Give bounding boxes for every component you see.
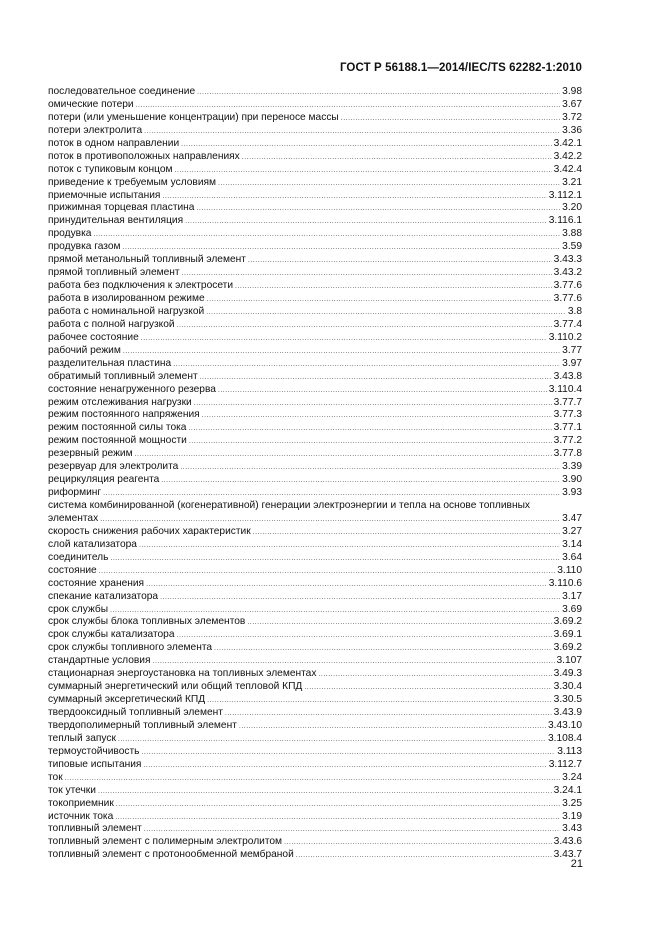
index-term: продувка газом [48,241,121,253]
index-reference: 3.77.6 [553,280,582,292]
index-term: приемочные испытания [48,189,161,201]
dot-leader [218,178,560,191]
index-reference: 3.112.1 [548,189,582,201]
dot-leader [93,229,560,242]
index-reference: 3.77 [562,344,582,356]
index-term: суммарный эксергетический КПД [48,694,206,706]
document-header: ГОСТ Р 56188.1—2014/IEC/TS 62282-1:2010 [339,62,582,74]
index-term: топливный элемент [48,823,142,835]
dot-leader [162,191,546,204]
index-entry [48,591,582,604]
index-entry [48,345,582,358]
dot-leader [207,695,552,708]
index-reference: 3.93 [562,487,582,499]
dot-leader [196,203,560,216]
index-reference: 3.110 [557,564,582,576]
index-entry [48,772,582,785]
index-entry [48,616,582,629]
index-entry [48,526,582,539]
index-entry [48,254,582,267]
dot-leader [175,165,552,178]
index-reference: 3.19 [562,810,582,822]
index-reference: 3.107 [556,655,582,667]
index-term: состояние ненагруженного резерва [48,383,216,395]
index-reference: 3.108.4 [548,732,582,744]
index-entry [48,267,582,280]
index-reference: 3.97 [562,357,582,369]
index-reference: 3.24.1 [553,784,582,796]
index-term: топливный элемент с протонообменной мембраной [48,849,294,861]
dot-leader [189,436,552,449]
index-term: потери (или уменьшение концентрации) при переносе массы [48,111,339,123]
dot-leader [118,734,546,747]
index-reference: 3.27 [562,525,582,537]
index-reference: 3.42.1 [553,137,582,149]
index-reference: 3.59 [562,241,582,253]
dot-leader [194,398,552,411]
index-entry [48,190,582,203]
index-entry [48,99,582,112]
index-term: элементах [48,512,99,524]
index-reference: 3.77.3 [553,409,582,421]
index-reference: 3.69 [562,603,582,615]
dot-leader [173,359,560,372]
dot-leader [177,630,552,643]
index-reference: 3.113 [557,745,582,757]
dot-leader [239,721,546,734]
dot-leader [247,617,551,630]
dot-leader [296,850,552,863]
index-entry [48,681,582,694]
index-entry [48,746,582,759]
dot-leader [206,307,566,320]
index-term: омические потери [48,98,134,110]
index-reference: 3.116.1 [548,215,582,227]
dot-leader [235,281,552,294]
dot-leader [116,799,560,812]
dot-leader [65,773,560,786]
dot-leader [143,760,546,773]
index-term: рециркуляция реагента [48,474,160,486]
dot-leader [185,216,547,229]
index-term: твердополимерный топливный элемент [48,719,237,731]
index-entry [48,604,582,617]
index-entry [48,552,582,565]
index-entry [48,707,582,720]
dot-leader [115,812,560,825]
index-term: топливный элемент с полимерным электролитом [48,836,283,848]
index-term: поток в одном направлении [48,137,180,149]
index-term: режим отслеживания нагрузки [48,396,192,408]
index-term: разделительная пластина [48,357,172,369]
index-term: режим постоянного напряжения [48,409,200,421]
index-term: состояние [48,564,97,576]
dot-leader [197,87,560,100]
index-term: термоустойчивость [48,745,140,757]
index-term: ток утечки [48,784,96,796]
index-term: принудительная вентиляция [48,215,184,227]
index-entry [48,448,582,461]
index-reference: 3.43 [562,823,582,835]
dot-leader [304,682,551,695]
index-term: прижимная торцевая пластина [48,202,195,214]
index-term: приведение к требуемым условиям [48,176,217,188]
dot-leader [160,592,560,605]
index-term: ток [48,771,63,783]
index-entry [48,371,582,384]
index-entry [48,668,582,681]
index-entry [48,151,582,164]
index-reference: 3.43.7 [553,849,582,861]
dot-leader [225,708,552,721]
dot-leader [177,320,552,333]
index-entry [48,565,582,578]
index-entry [48,487,582,500]
index-term: скорость снижения рабочих характеристик [48,525,251,537]
index-term: поток с тупиковым концом [48,163,173,175]
dot-leader [242,152,552,165]
index-reference: 3.36 [562,124,582,136]
index-term: режим постоянной силы тока [48,422,187,434]
index-reference: 3.90 [562,474,582,486]
index-term: резервный режим [48,448,133,460]
dot-leader [98,786,552,799]
index-term: режим постоянной мощности [48,435,187,447]
dot-leader [248,255,552,268]
index-entry [48,397,582,410]
dot-leader [182,268,552,281]
index-reference: 3.24 [562,771,582,783]
index-entry [48,280,582,293]
index-term: состояние хранения [48,577,145,589]
index-entry [48,578,582,591]
index-entry [48,435,582,448]
index-reference: 3.77.7 [553,396,582,408]
index-reference: 3.49.3 [553,668,582,680]
dot-leader [135,449,552,462]
dot-leader [139,540,560,553]
dot-leader [318,669,551,682]
dot-leader [161,475,560,488]
index-term: стационарная энергоустановка на топливных элементах [48,668,317,680]
index-entry [48,694,582,707]
index-term: спекание катализатора [48,590,159,602]
index-reference: 3.77.4 [553,318,582,330]
index-term: соединитель [48,551,109,563]
index-entry [48,241,582,254]
index-entry [48,474,582,487]
index-reference: 3.64 [562,551,582,563]
index-reference: 3.43.6 [553,836,582,848]
index-entry [48,112,582,125]
index-entry [48,539,582,552]
dot-leader [253,527,560,540]
index-reference: 3.8 [567,305,582,317]
index-reference: 3.30.4 [553,681,582,693]
index-reference: 3.77.2 [553,435,582,447]
index-reference: 3.21 [562,176,582,188]
dot-leader [200,372,552,385]
page-number: 21 [570,858,583,870]
index-reference: 3.25 [562,797,582,809]
index-entry [48,655,582,668]
index-entry [48,759,582,772]
index-entry [48,422,582,435]
index-reference: 3.110.4 [548,383,582,395]
index-reference: 3.69.1 [553,629,582,641]
index-term: прямой топливный элемент [48,267,180,279]
index-reference: 3.77.6 [553,293,582,304]
index-entry [48,177,582,190]
index-term: твердооксидный топливный элемент [48,707,223,718]
index-term: продувка [48,228,92,240]
index-term: риформинг [48,487,102,499]
index-reference: 3.67 [562,98,582,110]
index-entries [48,86,582,862]
index-term: токоприемник [48,797,114,809]
index-entry [48,409,582,422]
index-term: рабочее состояние [48,331,139,343]
dot-leader [207,294,552,307]
index-term: работа без подключения к электросети [48,280,234,292]
index-reference: 3.17 [562,590,582,602]
index-reference: 3.47 [562,512,582,524]
index-reference: 3.42.2 [553,150,582,162]
index-reference: 3.98 [562,86,582,97]
index-term: работа с полной нагрузкой [48,318,175,330]
index-entry [48,785,582,798]
dot-leader [141,333,547,346]
index-entry [48,836,582,849]
dot-leader [146,579,547,592]
index-entry [48,202,582,215]
dot-leader [214,643,552,656]
index-entry [48,86,582,99]
index-term: слой катализатора [48,538,137,550]
index-entry [48,125,582,138]
index-reference: 3.77.1 [553,422,582,434]
index-entry [48,228,582,241]
index-entry [48,461,582,474]
index-term: потери электролита [48,124,143,136]
index-entry [48,319,582,332]
index-entry [48,629,582,642]
index-entry [48,823,582,836]
index-term: прямой метанольный топливный элемент [48,254,246,266]
index-reference: 3.110.6 [548,577,582,589]
index-term: работа с номинальной нагрузкой [48,305,205,317]
index-term: система комбинированной (когенеративной) генерации электроэнергии и тепла на основе топливных [48,500,531,511]
index-term: срок службы блока топливных элементов [48,616,246,628]
index-entry [48,358,582,371]
index-reference: 3.30.5 [553,694,582,706]
index-term: теплый запуск [48,732,116,744]
index-entry [48,500,582,513]
index-entry [48,215,582,228]
index-entry [48,384,582,397]
index-reference: 3.69.2 [553,616,582,628]
dot-leader [141,747,555,760]
index-term: срок службы топливного элемента [48,642,213,654]
index-entry [48,849,582,862]
index-entry [48,332,582,345]
dot-leader [99,566,556,579]
index-reference: 3.14 [562,538,582,550]
index-reference: 3.88 [562,228,582,240]
index-term: стандартные условия [48,655,151,667]
dot-leader [144,126,560,139]
dot-leader [110,553,560,566]
index-reference: 3.43.9 [553,707,582,718]
index-entry [48,811,582,824]
index-reference: 3.42.4 [553,163,582,175]
index-term: рабочий режим [48,344,121,356]
index-reference: 3.43.2 [553,267,582,279]
dot-leader [218,385,547,398]
index-term: поток в противоположных направлениях [48,150,240,162]
index-entry [48,798,582,811]
dot-leader [188,423,551,436]
dot-leader [341,113,560,126]
dot-leader [284,837,552,850]
index-term: обратимый топливный элемент [48,370,198,382]
index-reference: 3.72 [562,111,582,123]
index-reference: 3.43.8 [553,370,582,382]
index-reference: 3.69.2 [553,642,582,654]
index-term: источник тока [48,810,114,822]
index-term: последовательное соединение [48,86,196,97]
index-reference: 3.39 [562,461,582,473]
index-entry [48,306,582,319]
index-term: суммарный энергетический или общий тепловой КПД [48,681,303,693]
index-entry [48,720,582,733]
index-entry [48,642,582,655]
index-entry [48,513,582,526]
index-reference: 3.112.7 [548,758,582,770]
index-entry [48,293,582,306]
dot-leader [202,410,552,423]
index-reference: 3.20 [562,202,582,214]
index-term: резервуар для электролита [48,461,179,473]
index-entry [48,164,582,177]
dot-leader [180,462,560,475]
index-entry [48,733,582,746]
index-term: работа в изолированном режиме [48,293,205,304]
index-entry [48,138,582,151]
index-term: срок службы катализатора [48,629,175,641]
index-reference: 3.77.8 [553,448,582,460]
index-term: типовые испытания [48,758,142,770]
index-term: срок службы [48,603,109,615]
index-reference: 3.110.2 [548,331,582,343]
dot-leader [123,346,560,359]
index-reference: 3.43.3 [553,254,582,266]
index-reference: 3.43.10 [548,719,582,731]
